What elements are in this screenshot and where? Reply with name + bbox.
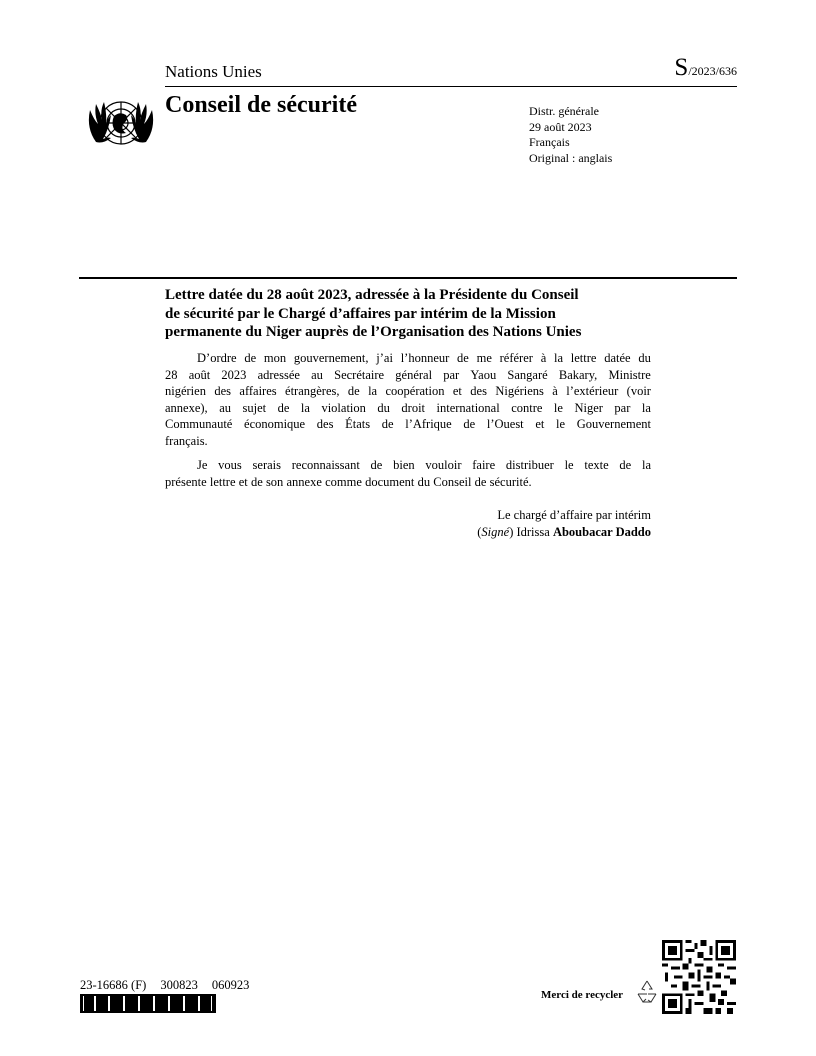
distribution-block bbox=[529, 104, 612, 166]
paragraph-line: Je vous serais reconnaissant de bien vouloir faire distribuer le texte de la bbox=[197, 458, 651, 472]
doc-date-2: 060923 bbox=[211, 978, 250, 992]
paragraph-line: présente lettre et de son annexe comme document du Conseil de sécurité. bbox=[165, 474, 532, 489]
signatory-given-name: Idrissa bbox=[516, 524, 550, 539]
symbol-number: /2023/636 bbox=[688, 64, 737, 78]
signature-block bbox=[477, 507, 651, 540]
distribution-original: Original : anglais bbox=[529, 150, 613, 165]
title-rule bbox=[79, 277, 737, 279]
letter-title-line: Lettre datée du 28 août 2023, adressée à la Présidente du Conseil bbox=[165, 287, 579, 303]
paragraph-1 bbox=[165, 350, 651, 449]
letter-title bbox=[165, 286, 655, 342]
letter-title-line: permanente du Niger auprès de l’Organisation des Nations Unies bbox=[165, 324, 582, 340]
distribution-language: Français bbox=[529, 135, 570, 149]
recycle-text: Merci de recycler bbox=[541, 989, 624, 1001]
doc-date-1: 300823 bbox=[160, 978, 198, 992]
paragraph-line: français. bbox=[165, 433, 208, 448]
signatory-surname: Aboubacar Daddo bbox=[552, 524, 651, 539]
org-name: Nations Unies bbox=[165, 62, 262, 81]
header-rule bbox=[165, 86, 737, 87]
un-emblem-icon bbox=[84, 94, 158, 156]
document-symbol bbox=[674, 54, 737, 82]
signed-mark: Signé bbox=[481, 524, 510, 539]
recycle-icon bbox=[634, 978, 660, 1006]
signature-role: Le chargé d’affaire par intérim bbox=[497, 508, 651, 522]
paragraph-line: Communauté économique des États de l’Afrique de l’Ouest et le Gouvernement bbox=[165, 417, 651, 431]
barcode-icon bbox=[80, 994, 216, 1013]
body-name: Conseil de sécurité bbox=[165, 92, 357, 118]
doc-number: 23-16686 (F) bbox=[80, 978, 147, 992]
distribution-date: 29 août 2023 bbox=[529, 119, 592, 134]
paragraph-line: annexe), au sujet de la violation du droit international contre le Niger par la bbox=[165, 400, 651, 415]
signature-line: (Signé) Idrissa Aboubacar Daddo bbox=[477, 524, 651, 539]
paragraph-line: nigérien des affaires étrangères, de la coopération et des Nigériens à l’extérieur (voir bbox=[165, 384, 651, 398]
symbol-letter: S bbox=[674, 54, 689, 81]
letter-title-line: de sécurité par le Chargé d’affaires par intérim de la Mission bbox=[165, 305, 556, 322]
paragraph-2 bbox=[165, 457, 651, 490]
paragraph-line: D’ordre de mon gouvernement, j’ai l’honneur de me référer à la lettre datée du bbox=[197, 351, 651, 365]
qr-code-icon bbox=[662, 940, 736, 1014]
paragraph-line: 28 août 2023 adressée au Secrétaire général par Yaou Sangaré Bakary, Ministre bbox=[165, 367, 651, 382]
distribution-line: Distr. générale bbox=[529, 104, 599, 118]
document-reference bbox=[80, 978, 263, 993]
